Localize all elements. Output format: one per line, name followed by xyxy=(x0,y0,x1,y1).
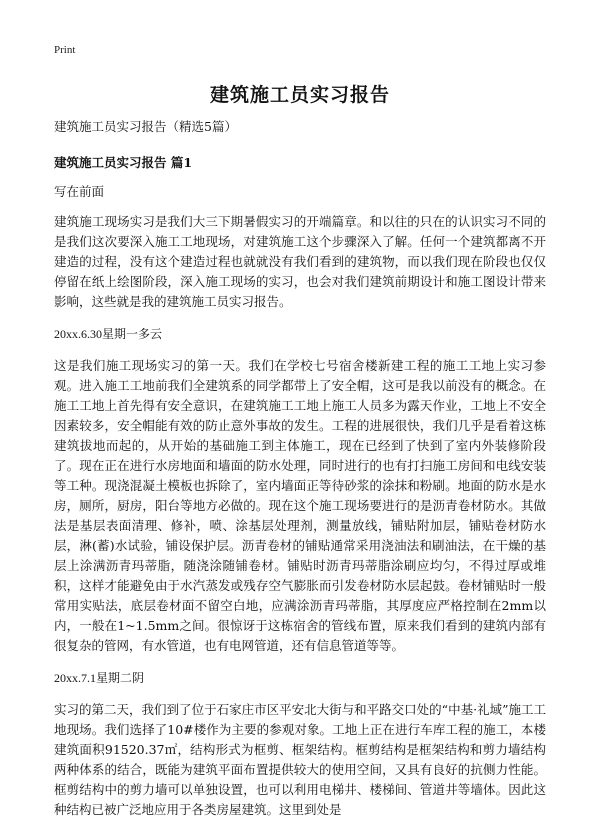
section-heading: 建筑施工员实习报告 篇1 xyxy=(54,155,193,170)
document-body xyxy=(54,118,546,833)
preface-label: 写在前面 xyxy=(54,184,105,199)
entry-date: 20xx.7.1星期二阴 xyxy=(54,671,145,685)
document-subtitle: 建筑施工员实习报告（精选5篇） xyxy=(54,119,237,134)
preface-paragraph: 建筑施工现场实习是我们大三下期暑假实习的开端篇章。和以往的只在的认识实习不同的是我们这次要深入施工工地现场，对建筑施工这个步骤深入了解。任何一个建筑都离不开建造的过程，没有这个建造过程也就就没有我们看到的建筑物，而以我们现在阶段也仅仅停留在纸上绘图阶段，深入施工现场的实习，也会对我们建筑前期设计和施工图设计带来影响，这些就是我的建筑施工员实习报告。 xyxy=(54,214,546,309)
entry-date: 20xx.6.30星期一多云 xyxy=(54,327,163,341)
entry-paragraph: 这是我们施工现场实习的第一天。我们在学校七号宿舍楼新建工程的施工工地上实习参观。进入施工工地前我们全建筑系的同学都带上了安全帽，这可是我以前没有的概念。在施工工地上首先得有安全意识，在建筑施工工地上施工人员多为露天作业，工地上不安全因素较多，安全帽能有效的防止意外事故的发生。工程的进展很快，我们几乎是看着这栋建筑拔地而起的，从开始的基础施工到主体施工，现在已经到了快到了室内外装修阶段了。现在正在进行水房地面和墙面的防水处理，同时进行的也有打扫施工房间和电线安装等工种。现浇混凝土模板也拆除了，室内墙面正等待砂浆的涂抹和粉刷。地面的防水是水房，厕所，厨房，阳台等地方必做的。现在这个施工现场要进行的是沥青卷材防水。其做法是基层表面清理、修补，喷、涂基层处理剂，测量放线，铺贴附加层，铺贴卷材防水层，淋(蓄)水试验，铺设保护层。沥青卷材的铺贴通常采用浇油法和刷油法，在干燥的基层上涂满沥青玛蒂脂，随浇涂随铺卷材。铺贴时沥青玛蒂脂涂刷应均匀，不得过厚或堆积，这样才能避免由于水汽蒸发或残存空气膨胀而引发卷材防水层起鼓。卷材铺贴时一般常用实贴法，底层卷材面不留空白地，应满涂沥青玛蒂脂，其厚度应严格控制在2mm以内，一般在1~1.5mm之间。很惊讶于这栋宿舍的管线布置，原来我们看到的建筑内部有很复杂的管网，有水管道，也有电网管道，还有信息管道等等。 xyxy=(54,358,546,653)
entry-paragraph: 实习的第二天，我们到了位于石家庄市区平安北大街与和平路交口处的“中基·礼域”施工工地现场。我们选择了10#楼作为主要的参观对象。工地上正在进行车库工程的施工，本楼建筑面积91520.37㎡，结构形式为框剪、框架结构。框剪结构是框架结构和剪力墙结构两种体系的结合，既能为建筑平面布置提供较大的使用空间，又具有良好的抗侧力性能。框剪结构中的剪力墙可以单独设置，也可以利用电梯井、楼梯间、管道井等墙体。因此这种结构已被广泛地应用于各类房屋建筑。这里到处是 xyxy=(54,702,546,817)
print-label: Print xyxy=(54,44,76,56)
page-title: 建筑施工员实习报告 xyxy=(209,84,390,106)
